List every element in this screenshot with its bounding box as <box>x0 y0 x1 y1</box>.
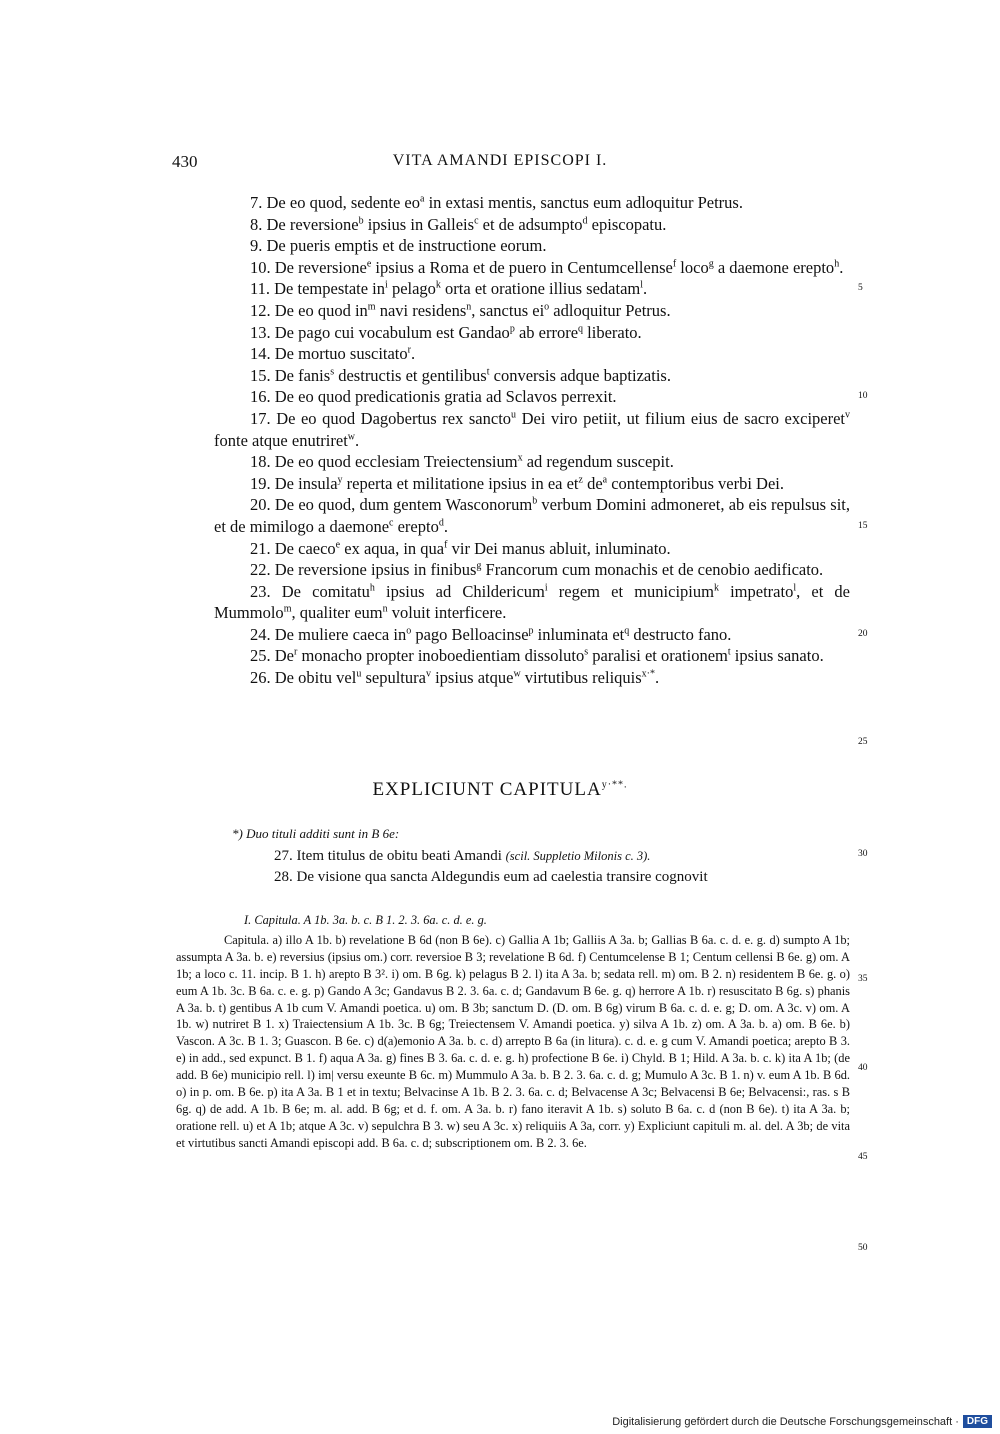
chapter-number: 13. <box>250 322 275 342</box>
chapter-item <box>214 235 850 257</box>
line-number-45: 45 <box>858 1152 868 1162</box>
chapter-title: De eo quod Dagobertus rex sancto$^u$ Dei viro petiit, ut filium eius de sacro exciperet$^v$ fonte atque enutriret$^w$. <box>214 408 850 450</box>
line-number-15: 15 <box>858 521 868 531</box>
addendum-item-27 <box>274 846 850 867</box>
chapter-item <box>214 214 850 236</box>
chapter-item <box>214 386 850 408</box>
chapter-number: 20. <box>250 495 275 515</box>
chapter-title: De reversione$^e$ ipsius a Roma et de puero in Centumcellense$^f$ loco$^g$ a daemone erepto$^h$. <box>274 257 844 277</box>
chapter-item <box>214 278 850 300</box>
addendum-27-cite: (scil. Suppletio Milonis c. 3). <box>505 849 651 863</box>
chapter-title: De muliere caeca $in^o$ pago Belloacinse$^p$ inluminata $et^q$ destructo fano. <box>274 624 732 644</box>
chapter-item <box>214 192 850 214</box>
chapter-title: De reversione$^b$ ipsius in Galleis$^c$ et de adsumpto$^d$ episcopatu. <box>266 214 667 234</box>
page-header <box>0 152 1000 176</box>
chapter-title: De comitatu$^h$ ipsius ad Childericum$^i$ regem et municipium$^k$ impetrato$^l$, et de Mummolo$^m$, qualiter eum$^n$ voluit interficere. <box>214 581 850 623</box>
line-number-40: 40 <box>858 1063 868 1073</box>
chapter-title: De eo quod, dum gentem Wasconorum$^b$ verbum Domini admoneret, ab eis repulsus sit, et de mimilogo a daemone$^c$ erepto$^d$. <box>214 495 850 536</box>
chapter-number: 19. <box>250 473 275 493</box>
chapter-number: 10. <box>250 257 275 277</box>
chapter-title: De eo quod, sedente $eo^a$ in extasi mentis, sanctus eum adloquitur Petrus. <box>266 193 743 212</box>
chapter-item <box>214 538 850 560</box>
chapter-title: De eo quod predicationis gratia ad Sclavos perrexit. <box>274 387 617 407</box>
chapter-title: De pago cui vocabulum est Gandao$^p$ ab errore$^q$ liberato. <box>274 322 642 342</box>
chapter-item <box>214 581 850 624</box>
chapter-number: 18. <box>250 452 275 472</box>
chapter-title: De$^r$ monacho propter inoboedientiam dissoluto$^s$ paralisi et orationem$^t$ ipsius sanato. <box>274 646 824 666</box>
chapter-number: 17. <box>250 408 277 428</box>
digitization-credit <box>612 1415 992 1428</box>
dfg-logo-icon: DFG <box>963 1415 992 1428</box>
chapter-number: 8. <box>250 214 267 234</box>
page-number: 430 <box>172 152 198 171</box>
chapter-number: 25. <box>250 646 275 666</box>
chapter-number: 11. <box>250 279 275 299</box>
addendum-27-text: 27. Item titulus de obitu beati Amandi <box>274 848 502 864</box>
chapter-list <box>214 192 868 747</box>
chapter-number: 16. <box>250 387 275 407</box>
chapter-title: De mortuo suscitato$^r$. <box>274 344 416 364</box>
chapter-item <box>214 667 850 689</box>
chapter-number: 22. <box>250 560 275 580</box>
chapter-item <box>214 624 850 646</box>
chapter-title: De caeco$^e$ ex aqua, in qua$^f$ vir Dei manus abluit, inluminato. <box>274 538 671 558</box>
line-number-20: 20 <box>858 629 868 639</box>
explicit-text: EXPLICIUNT CAPITULA <box>372 779 602 800</box>
chapter-item <box>214 343 850 365</box>
chapter-title: De reversione ipsius in finibus$^g$ Francorum cum monachis et de cenobio aedificato. <box>274 560 824 580</box>
chapter-number: 9. <box>250 236 267 256</box>
chapter-title: De obitu vel$^u$ sepultura$^v$ ipsius atque$^w$ virtutibus reliquis$^{x\cdot*}$. <box>274 668 660 688</box>
credit-text: Digitalisierung gefördert durch die Deutsche Forschungsgemeinschaft · <box>612 1415 959 1428</box>
chapter-title: De pueris emptis et de instructione eorum. <box>266 236 547 256</box>
chapter-item <box>214 451 850 473</box>
chapter-item <box>214 365 850 387</box>
critical-apparatus <box>176 912 850 1152</box>
addendum-item-28: 28. De visione qua sancta Aldegundis eum ad caelestia transire cognovit <box>274 869 708 885</box>
chapter-number: 21. <box>250 538 275 558</box>
chapter-item <box>214 257 850 279</box>
chapter-item <box>214 559 850 581</box>
explicit-sup: y·**. <box>601 779 628 791</box>
line-number-30: 30 <box>858 849 868 859</box>
chapter-item <box>214 300 850 322</box>
chapter-item <box>214 408 850 451</box>
line-number-50: 50 <box>858 1243 868 1253</box>
explicit-heading <box>0 779 1000 801</box>
chapter-title: De eo quod $in^m$ navi residens$^n$, sanctus $ei^o$ adloquitur Petrus. <box>274 300 671 320</box>
apparatus-body: Capitula. a) illo A 1b. b) revelatione B 6d (non B 6e). c) Gallia A 1b; Galliis A 3a. b; Gallias B 6a. c. d. e. g. d) sumpto A 1b; assumpta A 3a. b. e) reversius (ipsius om.) corr. reversioe B 3; revelatione B 6d. f) Centumcelense B 1; Centum cellensi B 6e. g) om. A 1b; a loco c. 11. incip. B 1. h) arepto B 3². i) om. B 6g. k) pelagus B 2. l) ita A 3a. b; sedata rell. m) om. B 2. n) residentem B 6e. g. o) eum A 1b. 3c. B 6a. c. e. g. p) Gando A 3c; Gandavus B 2. 3. 6a. c. d; Gandavum B 6e. g. q) herrore A 1b. r) resuscitato B 6g. s) phanis A 3a. b. t) gentibus A 1b cum V. Amandi poetica. u) om. B 3b; sanctum D. (D. om. B 6g) virum B 6a. c. d. e. g; D. om. A 3c. v) om. A 1b. w) nutriret B 1. x) Traiectensium A 1b. 3c. B 6g; Treiectensem V. Amandi poetica. y) silva A 1b. z) om. A 3a. b. a) om. B 6e. b) Vascon. A 3c. B 1. 3; Guascon. B 6e. c) d(a)emonio A 3a. b. c. d) arrepto B 6a (in litura). c. d. e. g cum V. Amandi poetica; arepto B 3. e) in add., sed expunct. B 1. f) aqua A 3a. g) fines B 3. 6a. c. d. e. g. h) profectione B 6e. i) Chyld. B 1; Hild. A 3a. b. c. k) ita A 1b; (de add. B 6e) municipio rell. l) im| versu exeunte B 6c. m) Mummulo A 3a. b. B 2. 3. 6a. c. d. g; Mumulo A 3c. B 1. n) v. eum A 1b. B 6d. o) in p. om. B 6e. p) ita A 3a. B 1 et in textu; Belvacinse A 1b. B 2. 3. 6a. c. d; Belvacense A 3c; Belvacensi B 6e; Belvacensi:, ras. s B 6g. q) de add. A 1b. B 6e; m. al. add. B 6g; et d. f. om. A 3a. b. r) fano iteravit A 1b. s) soluto B 6a. c. d (non B 6e). t) ita A 3a. b; oratione rell. u) et A 1b; atque A 3c. v) sepulchra B 3. w) seu A 3c. x) reliquiis A 3a, corr. y) Expliciunt capituli m. al. del. A 3b; de vita et virtutibus sancti Amandi episcopi add. B 6a. c. d; subscriptionem om. B 2. 3. 6e. <box>176 932 850 1150</box>
chapter-item <box>214 494 850 537</box>
line-number-35: 35 <box>858 974 868 984</box>
chapter-number: 26. <box>250 668 275 688</box>
chapter-title: De insula$^y$ reperta et militatione ipsius in ea $et^z$ $de^a$ contemptoribus verbi Dei. <box>274 473 784 493</box>
chapter-number: 23. <box>250 581 282 601</box>
chapter-number: 24. <box>250 624 275 644</box>
chapter-number: 7. <box>250 193 267 212</box>
chapter-title: De tempestate $in^i$ pelago$^k$ orta et oratione illius sedatam$^l$. <box>274 279 648 299</box>
apparatus-capitula-line: I. Capitula. A 1b. 3a. b. c. B 1. 2. 3. 6a. c. d. e. g. <box>244 913 487 927</box>
chapter-item <box>214 322 850 344</box>
chapter-number: 14. <box>250 344 275 364</box>
line-number-25: 25 <box>858 737 868 747</box>
running-title: VITA AMANDI EPISCOPI I. <box>392 152 608 169</box>
chapter-number: 15. <box>250 365 275 385</box>
chapter-number: 12. <box>250 300 275 320</box>
line-number-10: 10 <box>858 391 868 402</box>
addendum-list <box>274 846 850 888</box>
chapter-item <box>214 473 850 495</box>
chapter-title: De fanis$^s$ destructis et gentilibus$^t$ conversis adque baptizatis. <box>274 365 671 385</box>
line-number-5: 5 <box>858 283 863 294</box>
footnote-note: *) Duo tituli additi sunt in B 6e: <box>232 826 400 841</box>
chapter-title: De eo quod ecclesiam Treiectensium$^x$ ad regendum suscepit. <box>274 452 674 472</box>
chapter-item <box>214 645 850 667</box>
